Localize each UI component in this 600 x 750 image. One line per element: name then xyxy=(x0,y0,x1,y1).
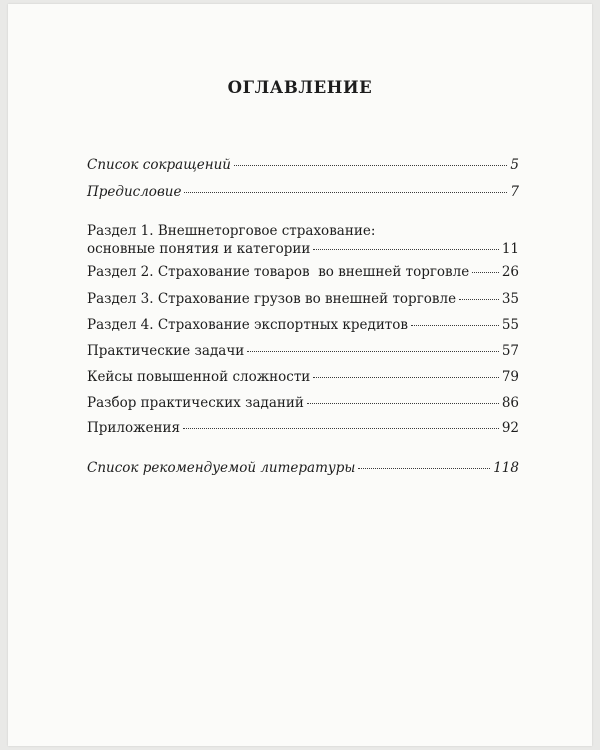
toc-entry-preface xyxy=(87,183,519,201)
dot-leader xyxy=(307,403,499,404)
toc-entry-label-line-1: Раздел 1. Внешнеторговое страхование: xyxy=(87,223,376,239)
toc-entry-label: Список сокращений xyxy=(87,157,231,173)
toc-entry-page: 35 xyxy=(501,291,519,307)
toc-entry-label: Приложения xyxy=(87,420,181,436)
toc-entry-page: 5 xyxy=(510,157,519,173)
toc-entry-page: 57 xyxy=(501,343,519,359)
toc-entry-label: Разбор практических заданий xyxy=(87,395,304,411)
toc-entry-page: 118 xyxy=(493,460,519,476)
dot-leader xyxy=(313,249,498,250)
toc-entry-label: основные понятия и категории xyxy=(87,241,311,257)
toc-entry-appendices xyxy=(87,419,519,437)
page-title: ОГЛАВЛЕНИЕ xyxy=(227,78,373,97)
toc-entry-page: 11 xyxy=(501,241,519,257)
toc-entry-label: Раздел 2. Страхование товаров во внешней торговле xyxy=(87,264,470,280)
toc-entry-label: Раздел 4. Страхование экспортных кредитов xyxy=(87,317,409,333)
dot-leader xyxy=(183,428,499,429)
toc-entry-page: 7 xyxy=(510,184,519,200)
toc-entry-label: Кейсы повышенной сложности xyxy=(87,369,311,385)
dot-leader xyxy=(313,377,499,378)
toc-entry-section-3 xyxy=(87,290,519,308)
toc-entry-label: Предисловие xyxy=(87,184,182,200)
book-page xyxy=(8,4,592,746)
dot-leader xyxy=(358,468,490,469)
toc-entry-page: 79 xyxy=(501,369,519,385)
dot-leader xyxy=(184,192,507,193)
toc-entry-section-2 xyxy=(87,263,519,281)
toc-entry-section-4 xyxy=(87,316,519,334)
toc-entry-task-review xyxy=(87,394,519,412)
toc-entry-bibliography xyxy=(87,459,519,477)
dot-leader xyxy=(411,325,499,326)
toc-entry-page: 55 xyxy=(501,317,519,333)
toc-entry-page: 26 xyxy=(501,264,519,280)
toc-entry-practical-tasks xyxy=(87,342,519,360)
toc-entry-section-1 xyxy=(87,222,519,258)
toc-entry-abbreviations xyxy=(87,156,519,174)
toc-entry-page: 86 xyxy=(501,395,519,411)
toc-entry-label: Практические задачи xyxy=(87,343,245,359)
dot-leader xyxy=(247,351,499,352)
toc-entry-label: Раздел 3. Страхование грузов во внешней торговле xyxy=(87,291,457,307)
toc-entry-page: 92 xyxy=(501,420,519,436)
toc-entry-advanced-cases xyxy=(87,368,519,386)
dot-leader xyxy=(472,272,499,273)
dot-leader xyxy=(459,299,499,300)
toc-entry-label: Список рекомендуемой литературы xyxy=(87,460,356,476)
dot-leader xyxy=(234,165,507,166)
